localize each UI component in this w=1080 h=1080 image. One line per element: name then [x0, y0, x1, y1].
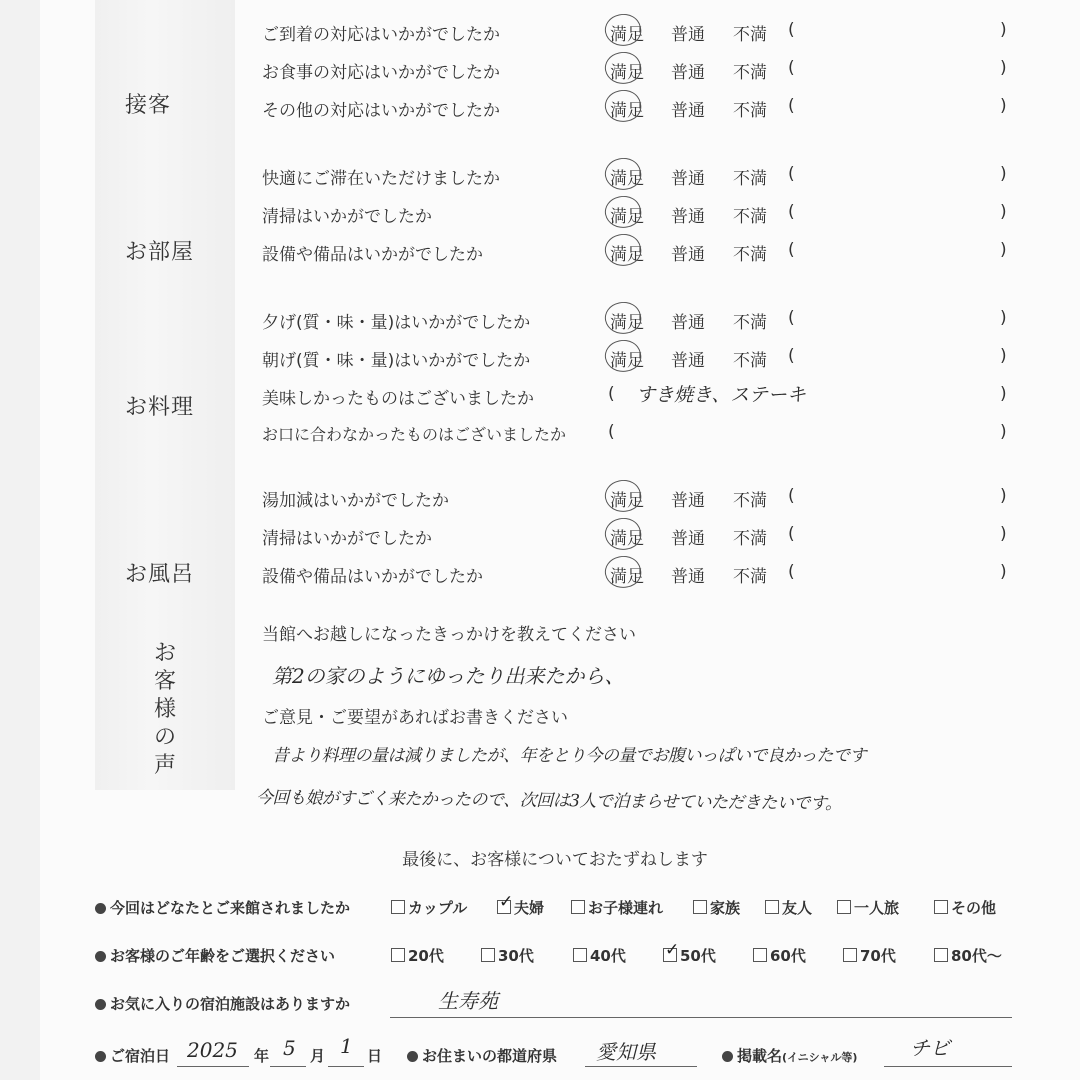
paren-open: ( — [608, 422, 615, 442]
option-satisfied[interactable]: 満足 — [610, 308, 644, 333]
option-satisfied[interactable]: 満足 — [610, 202, 644, 227]
day-unit: 日 — [367, 1047, 383, 1065]
paren-close: ) — [1000, 202, 1007, 222]
category-bath: お風呂 — [125, 562, 195, 587]
paren-close: ) — [1000, 164, 1007, 184]
question-row — [0, 486, 1080, 516]
age-option-50s[interactable]: ✓ 50代 — [665, 940, 716, 965]
checkbox[interactable] — [934, 948, 948, 962]
age-option-40s[interactable]: 40代 — [573, 945, 626, 966]
prefecture-answer[interactable]: 愛知県 — [596, 1040, 656, 1064]
option-normal[interactable]: 普通 — [671, 567, 705, 587]
option-dissatisfied[interactable]: 不満 — [733, 101, 767, 121]
option-dissatisfied[interactable]: 不満 — [733, 63, 767, 83]
option-normal[interactable]: 普通 — [671, 491, 705, 511]
bullet-icon — [722, 1051, 733, 1062]
checkbox[interactable] — [573, 948, 587, 962]
option-satisfied[interactable]: 満足 — [610, 20, 644, 45]
checkbox-checked[interactable] — [663, 940, 680, 962]
companion-option-family[interactable]: 家族 — [693, 897, 740, 918]
prefecture-underline — [585, 1066, 697, 1067]
question-row — [0, 524, 1080, 554]
paren-open: ( — [788, 486, 795, 506]
age-option-60s[interactable]: 60代 — [753, 945, 806, 966]
option-normal[interactable]: 普通 — [671, 351, 705, 371]
checkbox[interactable] — [843, 948, 857, 962]
display-name-answer[interactable]: チビ — [910, 1036, 950, 1060]
question-row — [0, 346, 1080, 376]
paren-close: ) — [1000, 96, 1007, 116]
check-icon: ✓ — [665, 940, 680, 960]
favorite-facility-answer[interactable]: 生寿苑 — [438, 989, 498, 1013]
question-text: 朝げ(質・味・量)はいかがでしたか — [262, 351, 531, 371]
question-text: 設備や備品はいかがでしたか — [262, 245, 483, 265]
prefecture-label: お住まいの都道府県 — [407, 1045, 557, 1066]
paren-close: ) — [1000, 20, 1007, 40]
closing-title: 最後に、お客様についておたずねします — [402, 850, 708, 870]
paren-close: ) — [1000, 58, 1007, 78]
favorite-underline — [390, 1017, 1012, 1018]
option-normal[interactable]: 普通 — [671, 25, 705, 45]
year-unit: 年 — [254, 1047, 270, 1065]
question-text: 清掃はいかがでしたか — [262, 207, 432, 227]
question-row — [0, 562, 1080, 592]
question-row — [0, 58, 1080, 88]
option-normal[interactable]: 普通 — [671, 63, 705, 83]
month-unit: 月 — [310, 1047, 326, 1065]
option-satisfied[interactable]: 満足 — [610, 486, 644, 511]
checkbox[interactable] — [481, 948, 495, 962]
question-text: 清掃はいかがでしたか — [262, 529, 432, 549]
option-dissatisfied[interactable]: 不満 — [733, 25, 767, 45]
option-normal[interactable]: 普通 — [671, 313, 705, 333]
paren-open: ( — [788, 346, 795, 366]
question-text: お口に合わなかったものはございましたか — [262, 425, 567, 444]
paren-open: ( — [788, 240, 795, 260]
question-text: ご到着の対応はいかがでしたか — [262, 25, 500, 45]
age-option-30s[interactable]: 30代 — [481, 945, 534, 966]
stay-year[interactable]: 2025 — [187, 1038, 238, 1062]
question-row — [0, 240, 1080, 270]
companion-option-friend[interactable]: 友人 — [765, 897, 812, 918]
paren-close: ) — [1000, 562, 1007, 582]
paren-open: ( — [788, 58, 795, 78]
question-text: その他の対応はいかがでしたか — [262, 101, 500, 121]
bullet-icon — [95, 951, 106, 962]
checkbox[interactable] — [934, 900, 948, 914]
question-row — [0, 422, 1080, 452]
paren-open: ( — [788, 202, 795, 222]
stay-month[interactable]: 5 — [283, 1036, 296, 1060]
paren-close: ) — [1000, 240, 1007, 260]
question-text: 湯加減はいかがでしたか — [262, 491, 449, 511]
bullet-icon — [95, 1051, 106, 1062]
paren-open: ( — [788, 20, 795, 40]
request-answer-line2[interactable]: 今回も娘がすごく来たかったので、次回は3人で泊まらせていただきたいです。 — [255, 787, 842, 815]
paren-open: ( — [788, 164, 795, 184]
bullet-icon — [407, 1051, 418, 1062]
age-option-20s[interactable]: 20代 — [391, 945, 444, 966]
question-row — [0, 384, 1080, 414]
paren-open: ( — [608, 384, 615, 404]
option-dissatisfied[interactable]: 不満 — [733, 207, 767, 227]
question-row — [0, 164, 1080, 194]
category-cuisine: お料理 — [125, 395, 195, 420]
age-option-70s[interactable]: 70代 — [843, 945, 896, 966]
checkbox[interactable] — [753, 948, 767, 962]
question-row — [0, 96, 1080, 126]
display-name-underline — [884, 1066, 1012, 1067]
companion-option-married[interactable]: ✓ 夫婦 — [499, 892, 545, 917]
option-dissatisfied[interactable]: 不満 — [733, 491, 767, 511]
reason-answer[interactable]: 第2の家のようにゆったり出来たから、 — [272, 664, 625, 688]
reason-prompt: 当館へお越しになったきっかけを教えてください — [262, 625, 636, 645]
question-text: 快適にご滞在いただけましたか — [262, 169, 500, 189]
month-underline — [270, 1066, 306, 1067]
question-text: 美味しかったものはございましたか — [262, 389, 534, 409]
companion-option-solo[interactable]: 一人旅 — [837, 897, 899, 918]
paren-close: ) — [1000, 308, 1007, 328]
paren-open: ( — [788, 524, 795, 544]
liked-food-answer[interactable]: すき焼き、ステーキ — [636, 384, 806, 406]
checkbox[interactable] — [391, 948, 405, 962]
question-text: 設備や備品はいかがでしたか — [262, 567, 483, 587]
companion-question: 今回はどなたとご来館されましたか — [95, 897, 350, 918]
option-satisfied[interactable]: 満足 — [610, 96, 644, 121]
checkbox[interactable] — [765, 900, 779, 914]
favorite-question: お気に入りの宿泊施設はありますか — [95, 993, 350, 1014]
stay-date-label: ご宿泊日 — [95, 1045, 170, 1066]
checkbox[interactable] — [837, 900, 851, 914]
bullet-icon — [95, 903, 106, 914]
paren-open: ( — [788, 308, 795, 328]
paren-close: ) — [1000, 422, 1007, 442]
age-option-80s-plus[interactable]: 80代〜 — [934, 945, 1002, 966]
checkbox[interactable] — [571, 900, 585, 914]
option-dissatisfied[interactable]: 不満 — [733, 529, 767, 549]
paren-close: ) — [1000, 524, 1007, 544]
option-dissatisfied[interactable]: 不満 — [733, 169, 767, 189]
option-normal[interactable]: 普通 — [671, 101, 705, 121]
option-normal[interactable]: 普通 — [671, 529, 705, 549]
paren-close: ) — [1000, 486, 1007, 506]
option-satisfied[interactable]: 満足 — [610, 58, 644, 83]
stay-day[interactable]: 1 — [340, 1034, 353, 1058]
companion-option-with-children[interactable]: お子様連れ — [571, 897, 663, 918]
option-satisfied[interactable]: 満足 — [610, 346, 644, 371]
question-row — [0, 202, 1080, 232]
option-satisfied[interactable]: 満足 — [610, 164, 644, 189]
option-normal[interactable]: 普通 — [671, 207, 705, 227]
checkbox-checked[interactable] — [497, 892, 514, 914]
paren-open: ( — [788, 96, 795, 116]
category-customer-voice: お 客 様 の 声 — [153, 641, 176, 778]
option-normal[interactable]: 普通 — [671, 245, 705, 265]
option-dissatisfied[interactable]: 不満 — [733, 245, 767, 265]
paren-close: ) — [1000, 384, 1007, 404]
option-dissatisfied[interactable]: 不満 — [733, 567, 767, 587]
paren-open: ( — [788, 562, 795, 582]
question-row — [0, 308, 1080, 338]
checkbox[interactable] — [391, 900, 405, 914]
companion-option-other[interactable]: その他 — [934, 897, 996, 918]
category-room: お部屋 — [125, 240, 195, 265]
option-satisfied[interactable]: 満足 — [610, 524, 644, 549]
option-normal[interactable]: 普通 — [671, 169, 705, 189]
bullet-icon — [95, 999, 106, 1010]
checkbox[interactable] — [693, 900, 707, 914]
companion-option-couple[interactable]: カップル — [391, 897, 467, 918]
age-question: お客様のご年齢をご選択ください — [95, 945, 335, 966]
question-text: 夕げ(質・味・量)はいかがでしたか — [262, 313, 531, 333]
request-answer-line1[interactable]: 昔より料理の量は減りましたが、年をとり今の量でお腹いっぱいで良かったです — [272, 746, 866, 766]
check-icon: ✓ — [499, 892, 514, 912]
question-text: お食事の対応はいかがでしたか — [262, 63, 500, 83]
option-dissatisfied[interactable]: 不満 — [733, 351, 767, 371]
day-underline — [328, 1066, 364, 1067]
display-name-label: 掲載名(イニシャル等) — [722, 1045, 857, 1066]
year-underline — [177, 1066, 249, 1067]
category-reception: 接客 — [125, 93, 172, 118]
option-satisfied[interactable]: 満足 — [610, 562, 644, 587]
requests-prompt: ご意見・ご要望があればお書きください — [262, 708, 568, 728]
paren-close: ) — [1000, 346, 1007, 366]
option-satisfied[interactable]: 満足 — [610, 240, 644, 265]
option-dissatisfied[interactable]: 不満 — [733, 313, 767, 333]
question-row — [0, 20, 1080, 50]
